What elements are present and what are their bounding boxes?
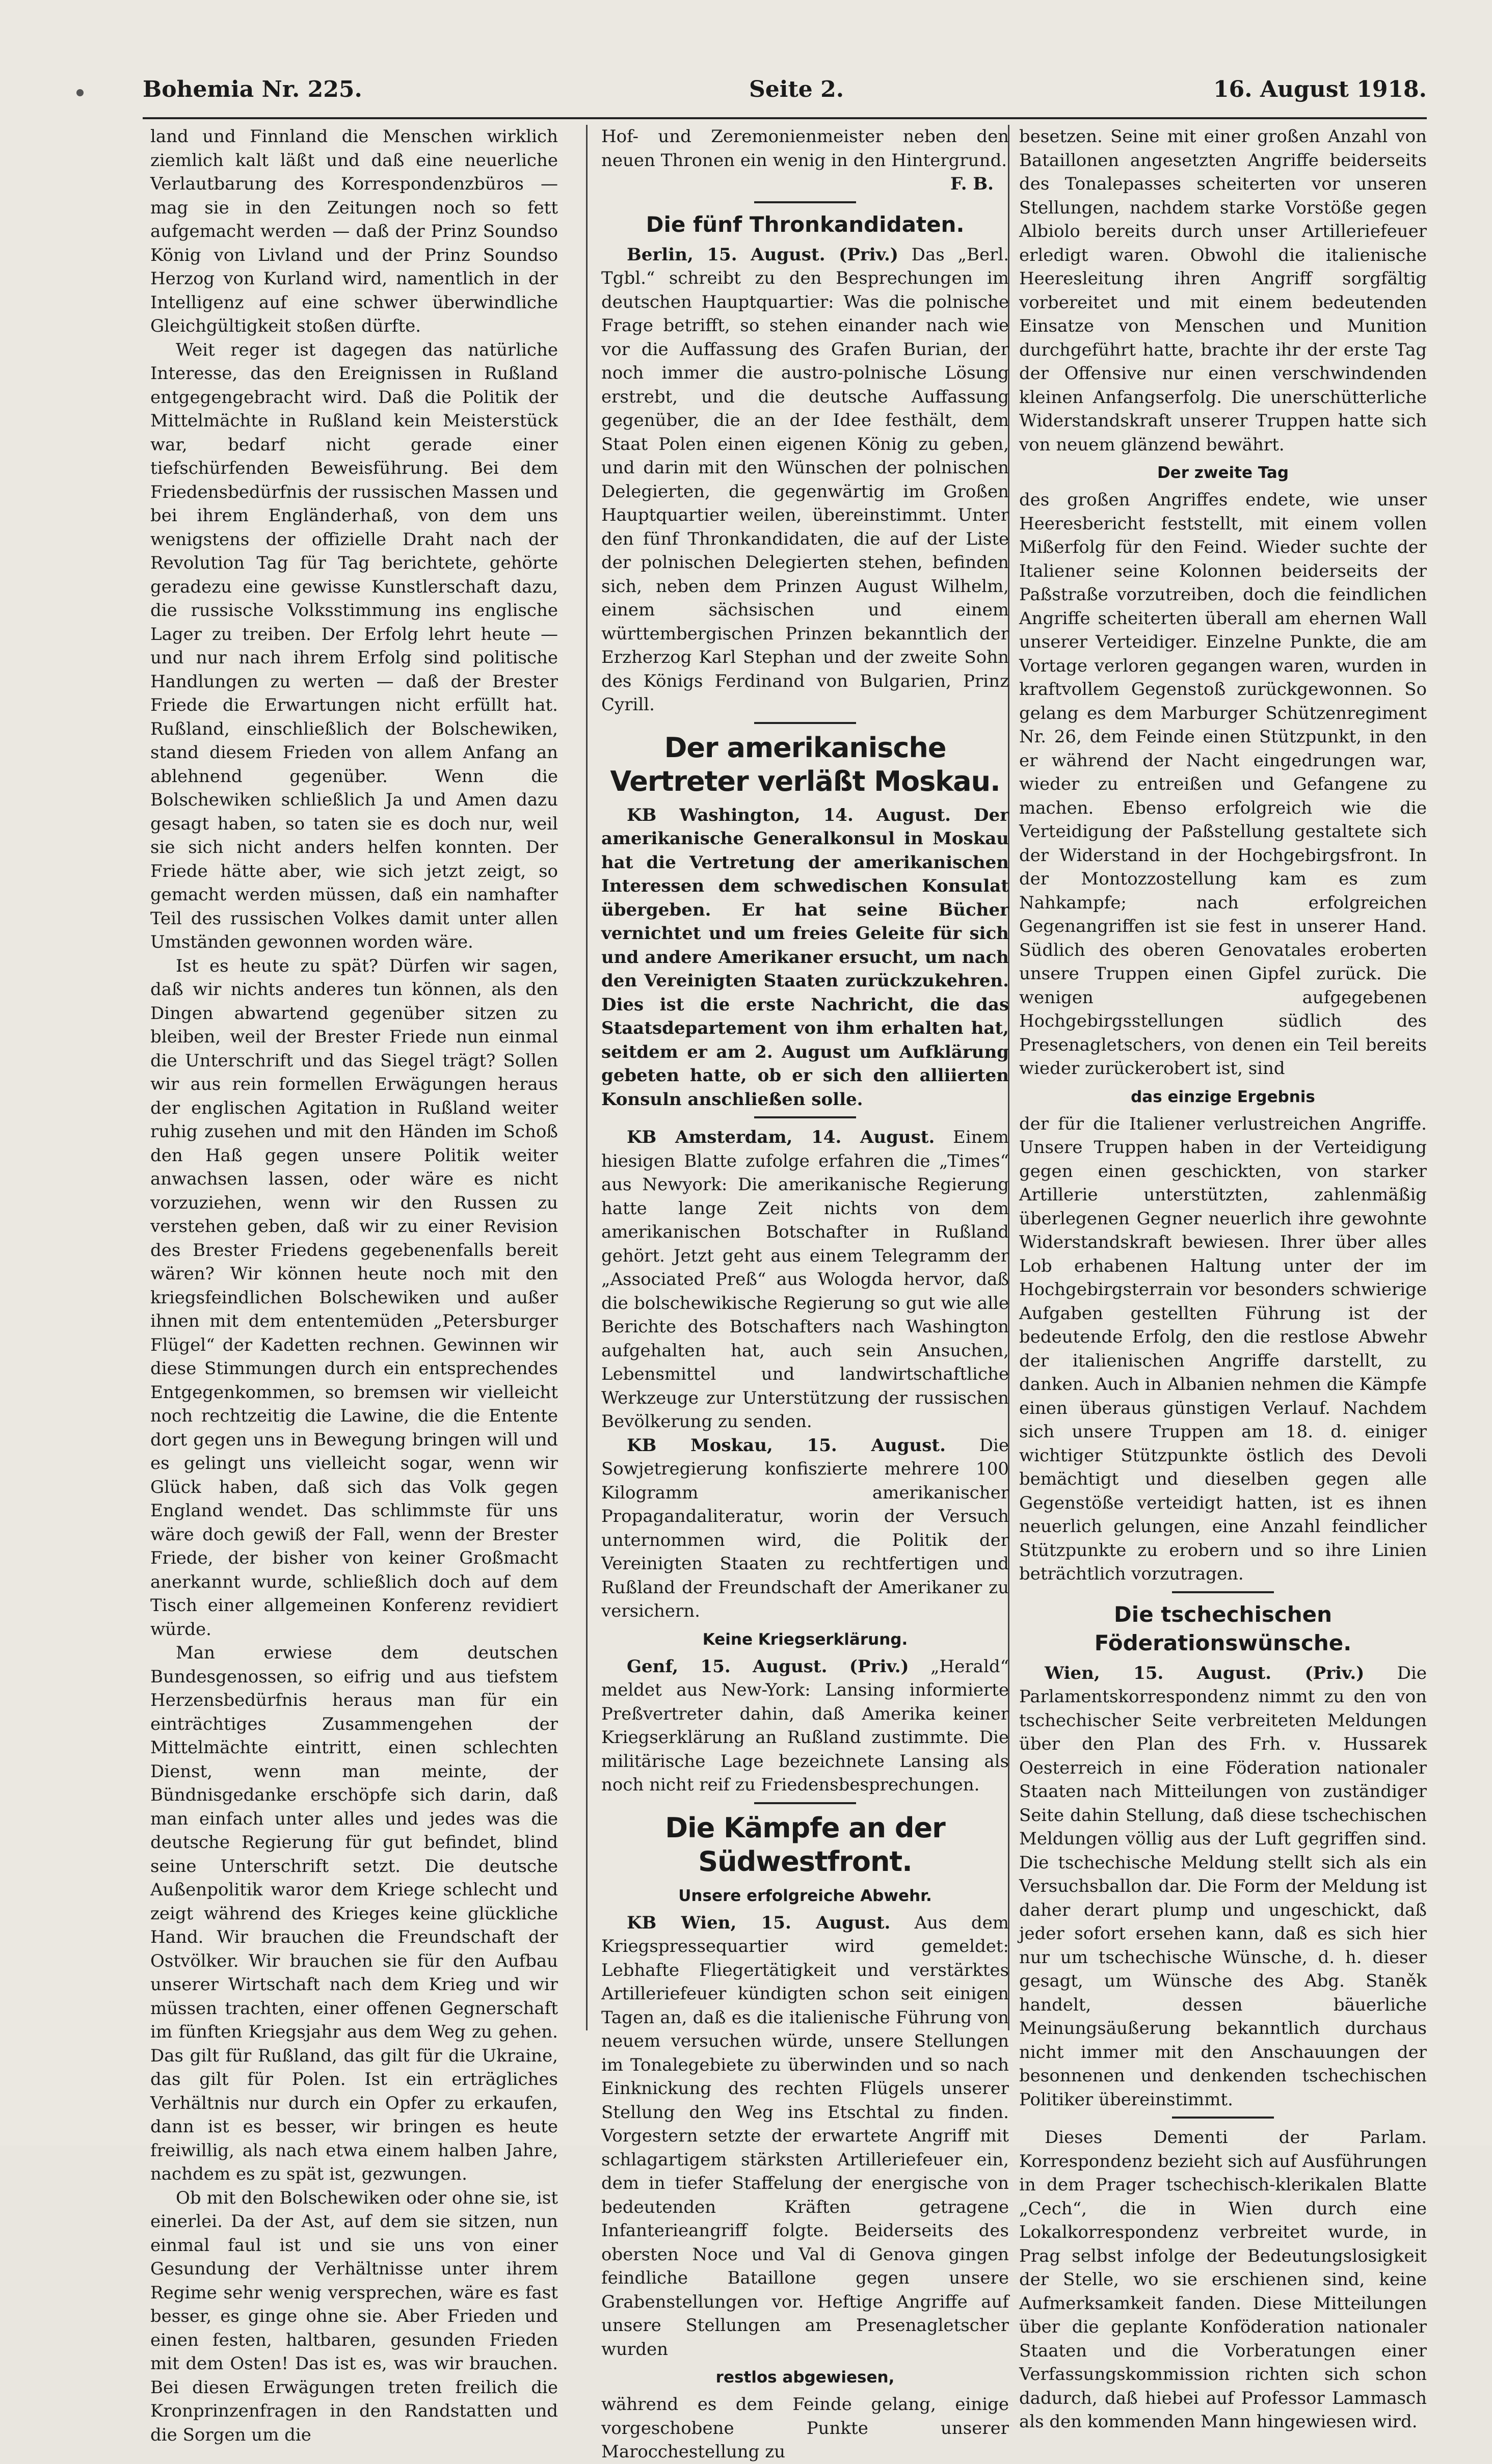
column-2	[601, 125, 1009, 2462]
section-rule	[754, 722, 856, 724]
article-paragraph: während es dem Feinde gelang, einige vorgeschobene Punkte unserer Marocchestellung zu	[601, 2394, 1009, 2462]
subheadline-ergebnis: das einzige Ergebnis	[1131, 1087, 1315, 1106]
column-divider	[586, 125, 588, 2030]
author-signature: F. B.	[950, 174, 994, 194]
section-rule	[1172, 2117, 1274, 2119]
header-page-number: Seite 2.	[749, 76, 844, 102]
article-paragraph: Ob mit den Bolschewiken oder ohne sie, ist einerlei. Da der Ast, auf dem sie sitzen, nun einmal faul ist und sie uns von einer Gesundung der Verhältnisse unter ihrem Regime sehr wenig versprechen, wäre es fast besser, es ginge ohne sie. Aber Frieden und einen festen, haltbaren, gesunden Frieden mit dem Osten! Das ist es, was wir brauchen. Bei diesen Erwägungen treten freilich die Kronprinzenfragen in den Randstatten und die Sorgen um die	[150, 2187, 558, 2445]
section-rule	[754, 1802, 856, 1804]
column-1	[150, 125, 558, 2445]
article-text: Die Parlamentskorrespondenz nimmt zu den von tschechischer Seite verbreiteten Meldungen über den Plan des Frh. v. Hussarek Oesterreich in eine Föderation nationaler Staaten nach Mitteilungen von zuständiger Seite dahin Stellung, daß diese tschechischen Meldungen völlig aus der Luft gegriffen sind. Die tschechische Meldung stellt sich als ein Versuchsballon dar. Die Form der Meldung ist daher derart plump und ungeschickt, daß jeder sofort ersehen kann, daß es sich hier nur um tschechische Wünsche, d. h. dieser gesagt, um Wünsche des Abg. Staněk handelt, dessen bäuerliche Meinungsäußerung bekanntlich durchaus nicht immer mit den Anschauungen der besonnenen und denkenden tschechischen Politiker übereinstimmt.	[1019, 1663, 1427, 2110]
article-paragraph	[601, 1126, 1009, 1434]
section-rule	[754, 1116, 856, 1118]
section-rule	[754, 201, 856, 203]
article-paragraph: land und Finnland die Menschen wirklich ziemlich kalt läßt und daß eine neuerliche Verlautbarung des Korrespondenzbüros — mag sie in den Zeitungen noch so fett aufgemacht werden — daß der Prinz Soundso König von Livland und der Prinz Soundso Herzog von Kurland wird, namentlich in der Intelligenz auf eine schwer überwindliche Gleichgültigkeit stoßen dürfte.	[150, 126, 558, 336]
dateline: KB Wien, 15. August.	[627, 1912, 891, 1933]
subheadline-abwehr: Unsere erfolgreiche Abwehr.	[678, 1886, 932, 1905]
dateline: Genf, 15. August. (Priv.)	[627, 1656, 909, 1677]
subheadline-kriegserklaerung: Keine Kriegserklärung.	[702, 1630, 908, 1649]
dateline: KB Amsterdam, 14. August.	[627, 1127, 935, 1147]
page-header	[143, 76, 1427, 112]
article-paragraph	[601, 243, 1009, 717]
article-paragraph: Dieses Dementi der Parlam. Korrespondenz bezieht sich auf Ausführungen in dem Prager tschechisch-klerikalen Blatte „Cech“, die in Wien durch eine Lokalkorrespondenz verbreitet wurde, in Prag selbst infolge der Bedeutungslosigkeit der Stelle, wo sie erschienen sind, keine Aufmerksamkeit fanden. Diese Mitteilungen über die geplante Konföderation nationaler Staaten und die Vorberatungen einer Verfassungskommission richten sich schon dadurch, daß hiebei auf Professor Lammasch als den kommenden Mann hingewiesen wird.	[1019, 2127, 1427, 2432]
dateline: Wien, 15. August. (Priv.)	[1045, 1663, 1365, 1683]
article-text: „Herald“ meldet aus New-York: Lansing informierte Preßvertreter dahin, daß Amerika keiner Kriegserklärung an Rußland zustimmte. Die militärische Lage bezeichnete Lansing als noch nicht reif zu Friedensbesprechungen.	[601, 1656, 1009, 1795]
article-paragraph	[601, 1655, 1009, 1797]
article-text: Das „Berl. Tgbl.“ schreibt zu den Besprechungen im deutschen Hauptquartier: Was die polnische Frage betrifft, so stehen einander nach wie vor die Auffassung des Grafen Burian, der noch immer die austro-polnische Lösung erstrebt, und die deutsche Auffassung gegenüber, die an der Idee festhält, dem Staat Polen einen eigenen König zu geben, und darin mit den Wünschen der polnischen Delegierten, die gegenwärtig im Großen Hauptquartier weilen, übereinstimmt. Unter den fünf Thronkandidaten, die auf der Liste der polnischen Delegierten stehen, befinden sich, neben dem Prinzen August Wilhelm, einem sächsischen und einem württembergischen Prinzen bekanntlich der Erzherzog Karl Stephan und der zweite Sohn des Königs Ferdinand von Bulgarien, Prinz Cyrill.	[601, 244, 1009, 715]
subheadline-zweiter-tag: Der zweite Tag	[1157, 464, 1289, 482]
dateline: KB Moskau, 15. August.	[627, 1435, 946, 1456]
article-paragraph: der für die Italiener verlustreichen Angriffe. Unsere Truppen haben in der Verteidigung gegen einen geschickten, von starker Artillerie unterstützten, zahlenmäßig überlegenen Gegner neuerlich ihre gewohnte Widerstandskraft bewiesen. Ihrer über alles Lob erhabenen Haltung unter der im Hochgebirgsterrain vor besonders schwierige Aufgaben gestellten Führung ist der bedeutende Erfolg, den die restlose Abwehr der italienischen Angriffe darstellt, zu danken. Auch in Albanien nehmen die Kämpfe einen überaus günstigen Verlauf. Nachdem sich unsere Truppen am 18. d. einiger wichtiger Stützpunkte östlich des Devoli bemächtigt und dieselben gegen alle Gegenstöße verteidigt hatten, ist es ihnen neuerlich gelungen, eine Anzahl feindlicher Stützpunkte zu erobern und so ihre Linien beträchtlich vorzutragen.	[1019, 1113, 1427, 1584]
article-text: Einem hiesigen Blatte zufolge erfahren die „Times“ aus Newyork: Die amerikanische Regierung hatte lange Zeit nichts von dem amerikanischen Botschafter in Rußland gehört. Jetzt geht aus einem Telegramm der „Associated Preß“ aus Wologda hervor, daß die bolschewikische Regierung so gut wie alle Berichte des Botschafters nach Washington aufgehalten hat, auch sein Ansuchen, Lebensmittel und landwirtschaftliche Werkzeuge zur Unterstützung der russischen Bevölkerung zu senden.	[601, 1127, 1009, 1432]
dateline: Berlin, 15. August. (Priv.)	[627, 244, 898, 265]
headline-amerikanischer-vertreter: Der amerikanische Vertreter verläßt Moskau.	[610, 731, 1000, 797]
article-paragraph: Weit reger ist dagegen das natürliche Interesse, das den Ereignissen in Rußland entgegengebracht wird. Daß die Politik der Mittelmächte in Rußland kein Meisterstück war, bedarf nicht gerade einer tiefschürfenden Beweisführung. Bei dem Friedensbedürfnis der russischen Massen und bei ihrem Engländerhaß, von dem uns wenigstens der offizielle Draht nach der Revolution Tag für Tag berichtete, gehörte geradezu eine gewisse Kunstlerschaft dazu, die russische Volksstimmung ins englische Lager zu treiben. Der Erfolg lehrt heute — und nur nach ihrem Erfolg sind politische Handlungen zu werten — daß der Brester Friede die Erwartungen nicht erfüllt hat. Rußland, einschließlich der Bolschewiken, stand diesem Frieden von allem Anfang an ablehnend gegenüber. Wenn die Bolschewiken schließlich Ja und Amen dazu gesagt haben, so taten sie es doch nur, weil sie sich nicht anders helfen konnten. Der Friede hätte aber, wie sich jetzt zeigt, so gemacht werden müssen, daß ein namhafter Teil des russischen Volkes damit unter allen Umständen gewonnen worden wäre.	[150, 339, 558, 952]
article-paragraph: Ist es heute zu spät? Dürfen wir sagen, daß wir nichts anderes tun können, als den Dingen abwartend gegenüber sitzen zu bleiben, weil der Brester Friede nun einmal die Unterschrift und das Siegel trägt? Sollen wir aus rein formellen Erwägungen heraus der englischen Agitation in Rußland weiter ruhig zusehen und mit den Händen im Schoß den Haß gegen unsere Politik weiter anwachsen lassen, oder wäre es nicht vorzuziehen, wenn wir den Russen zu verstehen geben, daß wir zu einer Revision des Brester Friedens gegebenenfalls bereit wären? Wir können heute noch mit den kriegsfeindlichen Bolschewiken und außer ihnen mit dem ententemüden „Petersburger Flügel“ der Kadetten rechnen. Gewinnen wir diese Stimmungen durch ein entsprechendes Entgegenkommen, so bremsen wir vielleicht noch rechtzeitig die Lawine, die die Entente dort gegen uns in Bewegung bringen will und es gelingt uns vielleicht sogar, wenn wir Glück haben, daß sich das Volk gegen England wendet. Das schlimmste für uns wäre doch gewiß der Fall, wenn der Brester Friede, der bisher von keiner Großmacht anerkannt wurde, schließlich doch auf dem Tisch einer allgemeinen Konferenz revidiert würde.	[150, 955, 558, 1640]
section-rule	[1172, 1591, 1274, 1593]
margin-mark	[76, 89, 84, 96]
article-text: Der amerikanische Generalkonsul in Moskau hat die Vertretung der amerikanischen Interessen dem schwedischen Konsulat übergeben. Er hat seine Bücher vernichtet und um freies Geleite für sich und andere Amerikaner ersucht, um nach den Vereinigten Staaten zurückzukehren. Dies ist die erste Nachricht, die das Staatsdepartement von ihm erhalten hat, seitdem er am 2. August um Aufklärung gebeten hatte, ob er sich den alliierten Konsuln anschließen solle.	[601, 805, 1009, 1110]
header-paper-issue: Bohemia Nr. 225.	[143, 76, 362, 102]
header-date: 16. August 1918.	[1213, 76, 1427, 102]
article-paragraph	[601, 804, 1009, 1112]
article-paragraph: Hof- und Zeremonienmeister neben den neuen Thronen ein wenig in den Hintergrund.	[601, 126, 1009, 171]
subheadline-abgewiesen: restlos abgewiesen,	[715, 2368, 895, 2387]
article-paragraph: besetzen. Seine mit einer großen Anzahl von Bataillonen angesetzten Angriffe beiderseits des Tonalepasses scheiterten vor unseren Stellungen, nachdem starke Vorstöße gegen Albiolo bereits durch unser Artilleriefeuer erledigt waren. Obwohl die italienische Heeresleitung ihren Angriff sorgfältig vorbereitet und mit einem bedeutenden Einsatze von Menschen und Munition durchgeführt hatte, brachte ihr der erste Tag der Offensive nur einen verschwindenden kleinen Anfangserfolg. Die unerschütterliche Widerstandskraft unserer Truppen hatte sich von neuem glänzend bewährt.	[1019, 126, 1427, 455]
dateline: KB Washington, 14. August.	[627, 805, 951, 825]
headline-suedwestfront: Die Kämpfe an der Südwestfront.	[665, 1811, 945, 1878]
headline-thronkandidaten: Die fünf Thronkandidaten.	[646, 211, 965, 237]
column-3	[1019, 125, 1427, 2432]
article-paragraph	[601, 1911, 1009, 2362]
article-text: Die Sowjetregierung konfiszierte mehrere 100 Kilogramm amerikanischer Propagandaliteratur, worin der Versuch unternommen wird, die Politik der Vereinigten Staaten zu rechtfertigen und Rußland der Freundschaft der Amerikaner zu versichern.	[601, 1435, 1009, 1621]
article-paragraph	[601, 1434, 1009, 1623]
header-rule	[143, 117, 1427, 119]
headline-foederationswuensche: Die tschechischen Föderationswünsche.	[1094, 1601, 1352, 1655]
article-paragraph: des großen Angriffes endete, wie unser Heeresbericht feststellt, mit einem vollen Mißerfolg für den Feind. Wieder suchte der Italiener seine Kolonnen beiderseits der Paßstraße vorzutreiben, doch die feindlichen Angriffe scheiterten überall am ehernen Wall unserer Verteidiger. Einzelne Punkte, die am Vortage verloren gegangen waren, wurden in kraftvollem Gegenstoß zurückgewonnen. So gelang es dem Marburger Schützenregiment Nr. 26, dem Feinde einen Stützpunkt, in den er während der Nacht eingedrungen war, wieder zu entreißen und Gefangene zu machen. Ebenso erfolgreich wie die Verteidigung der Paßstellung gestaltete sich der Widerstand in der Hochgebirgsfront. In der Montozzostellung kam es zum Nahkampfe; nach erfolgreichen Gegenangriffen ist sie fest in unserer Hand. Südlich des oberen Genovatales eroberten unsere Truppen einen Gipfel zurück. Die wenigen aufgegebenen Hochgebirgsstellungen südlich des Presenagletschers, von denen ein Teil bereits wieder zurückerobert ist, sind	[1019, 490, 1427, 1079]
article-paragraph: Man erwiese dem deutschen Bundesgenossen, so eifrig und aus tiefstem Herzensbedürfnis heraus man für ein einträchtiges Zusammengehen der Mittelmächte eintritt, einen schlechten Dienst, wenn man meinte, der Bündnisgedanke erschöpfe sich darin, daß man einfach unter alles und jedes was die deutsche Regierung für gut befindet, blind seine Unterschrift setzt. Die deutsche Außenpolitik waror dem Kriege schlecht und zeigt während des Krieges keine glückliche Hand. Wir brauchen die Freundschaft der Ostvölker. Wir brauchen sie für den Aufbau unserer Wirtschaft nach dem Krieg und wir müssen trachten, einer offenen Gegnerschaft im fünften Kriegsjahr aus dem Weg zu gehen. Das gilt für Rußland, das gilt für die Ukraine, das gilt für Polen. Ist ein erträgliches Verhältnis nur durch ein Opfer zu erkaufen, dann ist es besser, wir bringen es heute freiwillig, als nach etwa einem halben Jahre, nachdem es zu spät ist, gezwungen.	[150, 1643, 558, 2184]
article-text: Aus dem Kriegspressequartier wird gemeldet: Lebhafte Fliegertätigkeit und verstärktes Artilleriefeuer kündigten schon seit einigen Tagen an, daß es die italienische Führung von neuem versuchen würde, unsere Stellungen im Tonalegebiete zu überwinden und so nach Einknickung des rechten Flügels unserer Stellung den Weg ins Etschtal zu finden. Vorgestern setzte der erwartete Angriff mit schlagartigem stärksten Artilleriefeuer ein, dem in tiefer Staffelung der energische von bedeutenden Kräften getragene Infanterieangriff folgte. Beiderseits des obersten Noce und Val di Genova gingen feindliche Bataillone gegen unsere Grabenstellungen vor. Heftige Angriffe auf unsere Stellungen am Presenagletscher wurden	[601, 1912, 1009, 2360]
article-paragraph	[1019, 1662, 1427, 2112]
